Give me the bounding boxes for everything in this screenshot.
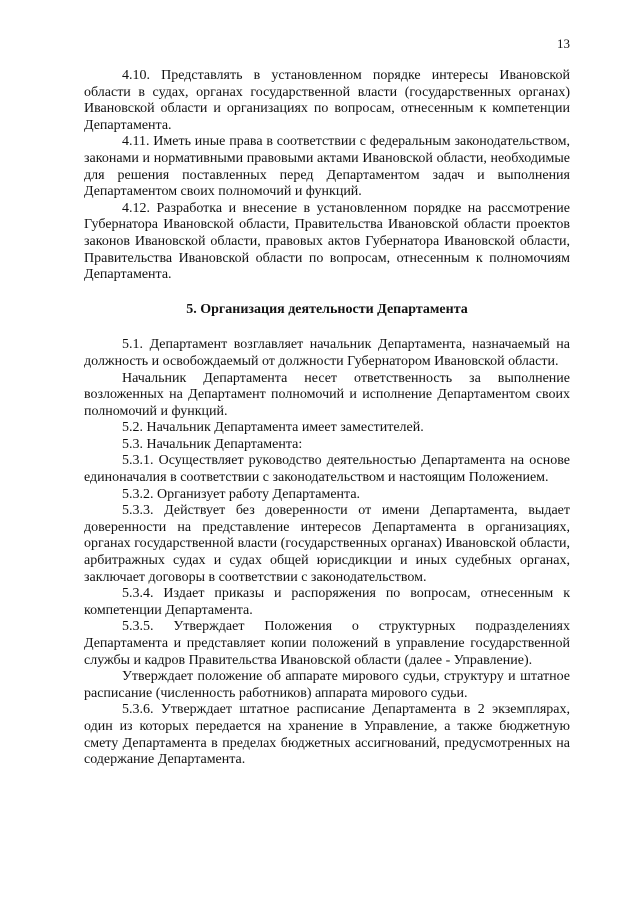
paragraph-5-3-1: 5.3.1. Осуществляет руководство деятельностью Департамента на основе единоначалия в соответствии с законодательством и настоящим Положением. bbox=[84, 453, 570, 486]
paragraph-5-3: 5.3. Начальник Департамента: bbox=[122, 436, 303, 452]
paragraph-5-3-3: 5.3.3. Действует без доверенности от имени Департамента, выдает доверенности на представление интересов Департамента в организациях, органах государственной власти (государственных органах) Ивановской области, арбитражных судах и судах общей юрисдикции и иных судебных органах, заключает договоры в соответствии с законодательством. bbox=[84, 503, 570, 585]
section-heading: 5. Организация деятельности Департамента bbox=[186, 301, 468, 317]
paragraph-4-11: 4.11. Иметь иные права в соответствии с федеральным законодательством, законами и нормативными правовыми актами Ивановской области, необходимые для решения поставленных перед Департаментом задач и выполнения Департаментом своих полномочий и функций. bbox=[84, 134, 570, 200]
paragraph-4-12: 4.12. Разработка и внесение в установленном порядке на рассмотрение Губернатора Ивановской области, Правительства Ивановской области проектов законов Ивановской области, правовых актов Губернатора Ивановской области, Правительства Ивановской области по вопросам, отнесенным к полномочиям Департамента. bbox=[84, 200, 570, 283]
paragraph-5-3-6: 5.3.6. Утверждает штатное расписание Департамента в 2 экземплярах, один из которых передается на хранение в Управление, а также бюджетную смету Департамента в пределах бюджетных ассигнований, предусмотренных на содержание Департамента. bbox=[84, 702, 570, 768]
paragraph-judge-apparatus: Утверждает положение об аппарате мирового судьи, структуру и штатное расписание (численность работников) аппарата мирового судьи. bbox=[84, 669, 570, 701]
paragraph-5-3-2: 5.3.2. Организует работу Департамента. bbox=[122, 486, 361, 502]
paragraph-5-2: 5.2. Начальник Департамента имеет заместителей. bbox=[122, 420, 424, 436]
paragraph-5-3-5: 5.3.5. Утверждает Положения о структурных подразделениях Департамента и представляет копии положений в управление государственной службы и кадров Правительства Ивановской области (далее - Управление). bbox=[84, 619, 570, 668]
document-body bbox=[84, 68, 570, 769]
paragraph-5-3-4: 5.3.4. Издает приказы и распоряжения по вопросам, отнесенным к компетенции Департамента. bbox=[84, 586, 570, 618]
paragraph-5-1: 5.1. Департамент возглавляет начальник Департамента, назначаемый на должность и освобождаемый от должности Губернатором Ивановской области. bbox=[84, 337, 570, 369]
paragraph-head-responsibility: Начальник Департамента несет ответственность за выполнение возложенных на Департамент полномочий и исполнение Департаментом своих полномочий и функций. bbox=[84, 370, 570, 419]
page-number: 13 bbox=[557, 36, 570, 51]
paragraph-4-10: 4.10. Представлять в установленном порядке интересы Ивановской области в судах, органах государственной власти (государственных органах) Ивановской области и организациях по вопросам, отнесенным к компетенции Департамента. bbox=[84, 68, 570, 133]
